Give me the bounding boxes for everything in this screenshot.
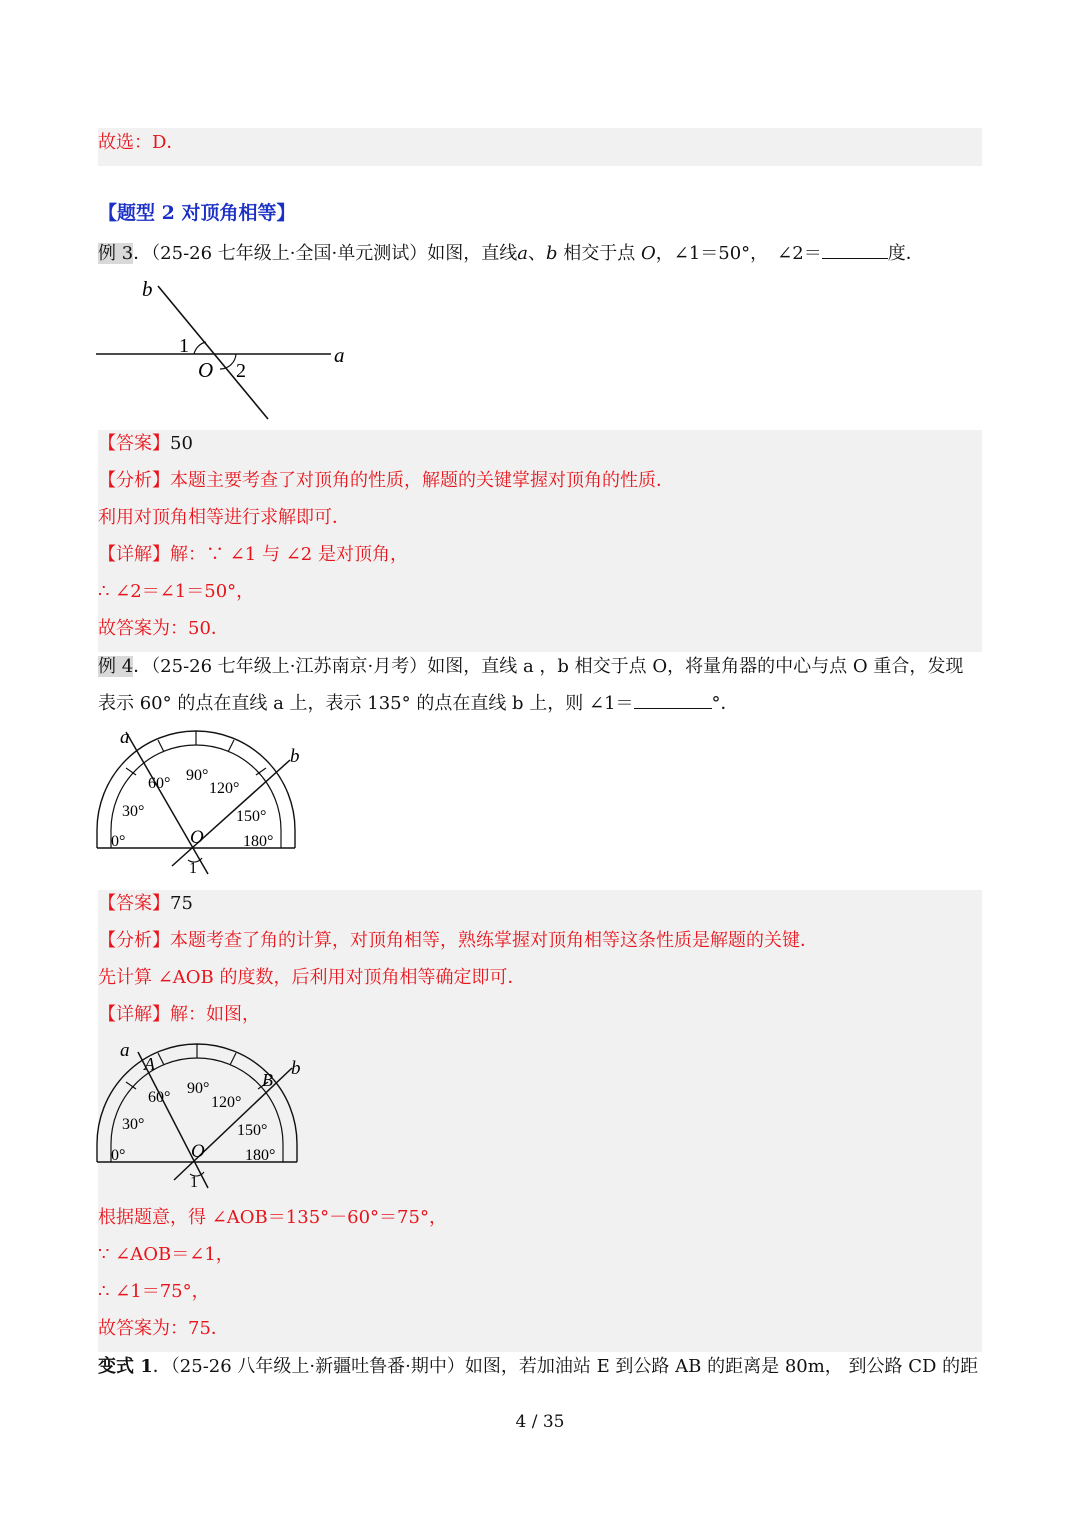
- svg-text:b: b: [291, 1058, 301, 1079]
- example4-solution-figure: [96, 1040, 326, 1192]
- svg-text:180°: 180°: [243, 833, 274, 850]
- example4-detail-5: 故答案为：75．: [98, 1318, 229, 1339]
- variant1-tag: 变式 1: [98, 1356, 153, 1377]
- answer-blank: [634, 692, 712, 709]
- svg-text:60°: 60°: [148, 1089, 171, 1106]
- example3-detail: 【详解】解：∵ ∠1 与 ∠2 是对顶角，: [98, 544, 408, 565]
- example3-figure: [96, 276, 356, 422]
- svg-text:90°: 90°: [186, 767, 209, 784]
- example4-protractor-figure: [96, 726, 326, 878]
- top-conclusion: 故选：D．: [98, 132, 185, 153]
- example3-tag: 例 3: [98, 243, 134, 264]
- svg-text:0°: 0°: [111, 1147, 126, 1164]
- label-angle2: 2: [236, 360, 246, 382]
- example3-analysis-2: 利用对顶角相等进行求解即可．: [98, 507, 350, 528]
- svg-text:120°: 120°: [211, 1094, 242, 1111]
- svg-text:180°: 180°: [245, 1147, 276, 1164]
- label-point-A: A: [144, 1054, 155, 1074]
- svg-text:1: 1: [190, 1174, 198, 1191]
- example4-question-line1: 例 4．（25-26 七年级上·江苏南京·月考）如图，直线 a ，b 相交于点 O，将量角器的中心与点 O 重合，发现: [98, 656, 964, 677]
- example4-detail-3: ∵ ∠AOB＝∠1，: [98, 1244, 234, 1265]
- svg-text:1: 1: [189, 860, 197, 877]
- label-point-B: B: [262, 1070, 273, 1090]
- svg-text:150°: 150°: [237, 1122, 268, 1139]
- section-title: 【题型 2 对顶角相等】: [98, 202, 296, 224]
- example4-tag: 例 4: [98, 656, 134, 677]
- label-angle1: 1: [179, 335, 189, 357]
- svg-text:90°: 90°: [187, 1080, 210, 1097]
- example4-analysis: 【分析】本题考查了角的计算，对顶角相等，熟练掌握对顶角相等这条性质是解题的关键．: [98, 930, 818, 951]
- example4-detail-2: 根据题意，得 ∠AOB＝135°－60°＝75°，: [98, 1207, 447, 1228]
- example3-answer: 【答案】50: [98, 433, 193, 454]
- example4-detail-4: ∴ ∠1＝75°，: [98, 1281, 210, 1302]
- svg-text:a: a: [120, 727, 130, 748]
- svg-text:b: b: [290, 746, 300, 767]
- example3-solution-box: [98, 430, 982, 652]
- example3-analysis: 【分析】本题主要考查了对顶角的性质，解题的关键掌握对顶角的性质．: [98, 470, 674, 491]
- example4-analysis-2: 先计算 ∠AOB 的度数，后利用对顶角相等确定即可．: [98, 967, 526, 988]
- answer-blank: [822, 242, 888, 259]
- example3-detail-2: ∴ ∠2＝∠1＝50°，: [98, 581, 255, 602]
- svg-text:120°: 120°: [209, 780, 240, 797]
- svg-text:0°: 0°: [111, 833, 126, 850]
- label-b: b: [142, 277, 153, 301]
- svg-text:60°: 60°: [148, 775, 171, 792]
- example4-answer: 【答案】75: [98, 893, 193, 914]
- svg-text:O: O: [191, 1141, 205, 1162]
- example4-detail: 【详解】解：如图，: [98, 1004, 260, 1025]
- label-a: a: [334, 343, 345, 367]
- example3-question: 例 3．（25-26 七年级上·全国·单元测试）如图，直线a、b 相交于点 O，∠1＝50°， ∠2＝ 度．: [98, 243, 924, 264]
- label-O: O: [198, 358, 214, 382]
- variant1-question: 变式 1．（25-26 八年级上·新疆吐鲁番·期中）如图，若加油站 E 到公路 AB 的距离是 80m， 到公路 CD 的距: [98, 1356, 979, 1377]
- svg-text:a: a: [120, 1040, 130, 1061]
- svg-text:30°: 30°: [122, 1116, 145, 1133]
- example3-detail-3: 故答案为：50．: [98, 618, 229, 639]
- svg-text:30°: 30°: [122, 803, 145, 820]
- answer-box-top: [98, 128, 982, 166]
- page-number: 4 / 35: [515, 1412, 565, 1432]
- example4-question-line2: 表示 60° 的点在直线 a 上，表示 135° 的点在直线 b 上，则 ∠1＝ °．: [98, 693, 739, 714]
- svg-text:O: O: [190, 827, 204, 848]
- svg-text:150°: 150°: [236, 808, 267, 825]
